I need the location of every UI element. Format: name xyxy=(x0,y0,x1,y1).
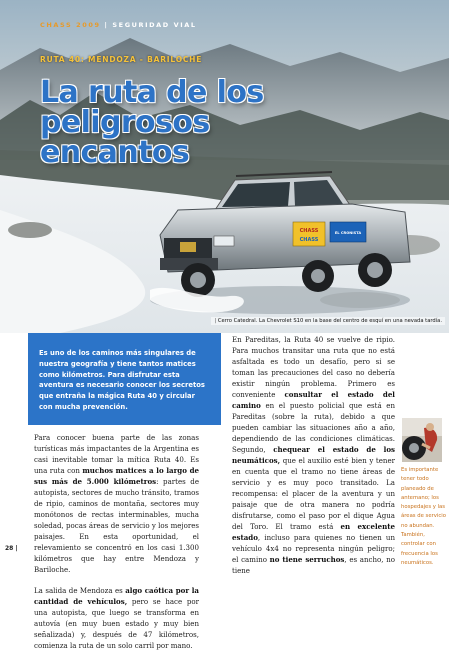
photo-caption xyxy=(211,317,445,325)
article-title: La ruta de los peligrosos encantos xyxy=(40,75,264,170)
magazine-brand: CHASS 2009 xyxy=(40,21,101,29)
text-run: En Pareditas, la Ruta 40 se vuelve de ripio. Para muchos transitar una ruta que no está asfaltada es todo un desafío, pero si se toman las precauciones del caso no debería existir ningún problema. Primero es conveniente xyxy=(232,335,395,399)
body-paragraph-2 xyxy=(34,585,199,651)
caption-text: La Chevrolet S10 en la base del centro de esquí en una nevada tardía. xyxy=(258,318,442,324)
text-run: que el auxilio esté bien y tener en cuenta que el tramo no tiene áreas de servicio y es muy poco transitado. La recompensa: el placer de la aventura y un paisaje que de otra manera no podría disfrutarse, como el paso por el dique Agua del Toro. El tramo está xyxy=(232,456,395,531)
caption-place: Cerro Catedral. xyxy=(217,318,258,324)
door-decal-text-3: EL CRONISTA xyxy=(334,231,362,235)
bold-run: en excelente estado xyxy=(232,522,395,542)
section-header xyxy=(40,21,197,29)
tire-photo-icon xyxy=(402,418,442,462)
text-run: , incluso para quienes no tienen un vehículo 4x4 no representa ningún peligro; el camino xyxy=(232,533,395,564)
door-decal-text-1: CHASS xyxy=(299,228,319,234)
bold-run: chequear el estado de los neumáticos, xyxy=(232,445,395,465)
bold-run: algo caótica por la cantidad de vehículos, xyxy=(34,586,199,606)
text-run: pero se hace por una autopista, que luego se transforma en autovía (en muy buen estado y muy bien señalizada) y, después de 47 kilómetros, comienza la ruta de un solo carril por mano. xyxy=(34,597,199,650)
section-name: SEGURIDAD VIAL xyxy=(112,21,197,29)
page-number-value: 28 xyxy=(5,545,14,552)
text-run: , es ancho, no tiene xyxy=(232,555,395,575)
body-column-2 xyxy=(232,332,395,586)
bold-run: muchos matices a lo largo de sus más de 5.000 kilómetros xyxy=(34,466,200,486)
bold-run: no tiene serruchos xyxy=(269,555,345,564)
body-paragraph-3 xyxy=(232,334,395,576)
text-run: Para conocer buena parte de las zonas turísticas más impactantes de la Argentina es casi inevitable tomar la mítica Ruta 40. Es una ruta con xyxy=(34,433,199,475)
sidebar-note: Es importante tener todo planeado de antemano; los hospedajes y las áreas de servicio no abundan. También, controlar con frecuencia los neumáticos. xyxy=(401,467,446,566)
body-paragraph-1 xyxy=(34,432,199,575)
header-separator: | xyxy=(104,21,113,29)
text-run: La salida de Mendoza es xyxy=(34,586,126,595)
text-run: : partes de autopista, sectores de mucho tránsito, tramos de ripio, caminos de montaña, sectores muy monótonos de rectas interminables, mucha soledad, pocas áreas de servicio y los mejores paisajes. En esta oportunidad, el relevamiento se concentró en los casi 1.300 kilómetros que hay entre Mendoza y Bariloche. xyxy=(34,477,199,574)
door-decal-text-2: CHASS xyxy=(299,237,319,243)
lead-paragraph: Es uno de los caminos más singulares de nuestra geografía y tiene tantos matices como kilómetros. Para disfrutar esta aventura es necesario conocer los secretos que entraña la mágica Ruta 40 y circular con mucha prevención. xyxy=(39,349,205,411)
caption-bar: | xyxy=(214,318,218,324)
page-number: 28 | xyxy=(5,545,18,552)
body-column-1 xyxy=(34,432,199,661)
tire-check-photo xyxy=(402,418,442,462)
text-run: en el puesto policial que está en Pareditas (sobre la ruta), debido a que pueden cambiar las situaciones año a año, dependiendo de las condiciones climáticas. Segundo, xyxy=(232,401,395,454)
bold-run: consultar el estado del camino xyxy=(232,390,395,410)
route-label: RUTA 40: MENDOZA - BARILOCHE xyxy=(40,55,203,64)
